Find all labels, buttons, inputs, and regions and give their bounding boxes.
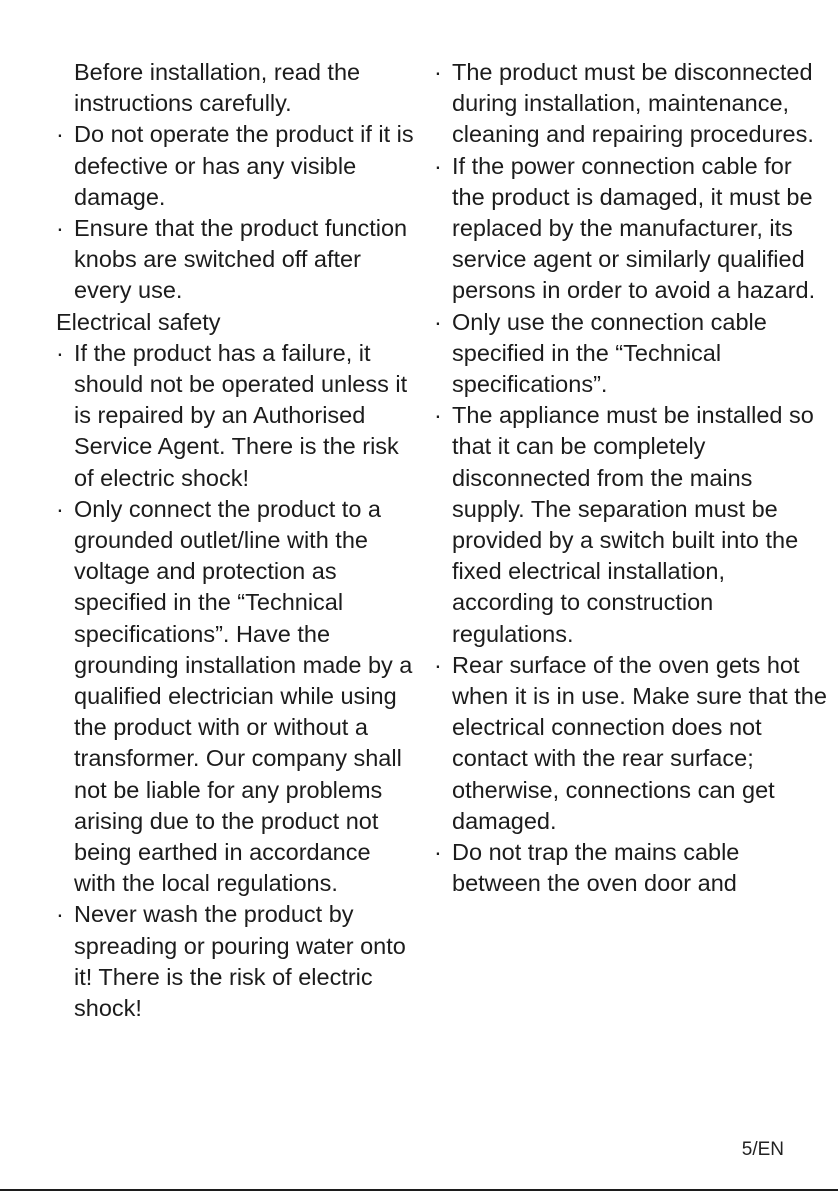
bullet-icon: · [434, 308, 442, 335]
list-item-text: The appliance must be installed so that it can be completely disconnected from the mains supply. The separation must be provided by a switch built into the fixed electrical installation, according to construction regulations. [452, 402, 814, 647]
bullet-icon: · [56, 901, 64, 928]
bullet-icon: · [434, 59, 442, 85]
right-column [434, 57, 829, 899]
list-item-text: Never wash the product by spreading or pouring water onto it! There is the risk of electric shock! [74, 901, 406, 1022]
list-item [434, 307, 829, 401]
list-item [56, 899, 416, 1024]
list-item [434, 57, 829, 151]
section-heading: Electrical safety [56, 308, 221, 335]
list-item [56, 494, 416, 900]
list-item [56, 338, 416, 494]
list-item-text: If the power connection cable for the product is damaged, it must be replaced by the manufacturer, its service agent or similarly qualified persons in order to avoid a hazard. [452, 152, 816, 304]
list-item-text: Ensure that the product function knobs are switched off after every use. [74, 215, 408, 304]
list-item-text: Only connect the product to a grounded outlet/line with the voltage and protection as specified in the “Technical specifications”. Have the grounding installation made by a qualified electrician while using the product with or without a transformer. Our company shall not be liable for any problems arising due to the product not being earthed in accordance with the local regulations. [74, 495, 413, 897]
list-item [434, 151, 829, 307]
bullet-icon: · [56, 339, 64, 366]
list-item-text: Do not operate the product if it is defective or has any visible damage. [74, 121, 414, 210]
bullet-icon: · [56, 215, 64, 242]
list-item-text: Do not trap the mains cable between the oven door and [452, 839, 740, 897]
list-item-text: The product must be disconnected during installation, maintenance, cleaning and repairing procedures. [452, 59, 814, 148]
list-item [56, 119, 416, 213]
intro-continuation: Before installation, read the instructions carefully. [74, 59, 361, 117]
bullet-icon: · [434, 152, 442, 179]
list-item-text: Rear surface of the oven gets hot when it is in use. Make sure that the electrical connection does not contact with the rear surface; otherwise, connections can get damaged. [452, 651, 827, 834]
list-item [434, 400, 829, 650]
bullet-icon: · [56, 495, 64, 522]
bullet-icon: · [434, 651, 442, 678]
list-item-text: If the product has a failure, it should not be operated unless it is repaired by an Authorised Service Agent. There is the risk of electric shock! [74, 339, 408, 491]
list-item-text: Only use the connection cable specified in the “Technical specifications”. [452, 308, 767, 398]
page-number: 5/EN [741, 1139, 784, 1160]
bullet-icon: · [434, 839, 442, 866]
list-item [56, 213, 416, 307]
list-item [434, 650, 829, 837]
left-column [56, 57, 416, 1024]
bullet-icon: · [56, 121, 64, 148]
bullet-icon: · [434, 402, 442, 429]
list-item [434, 837, 829, 899]
